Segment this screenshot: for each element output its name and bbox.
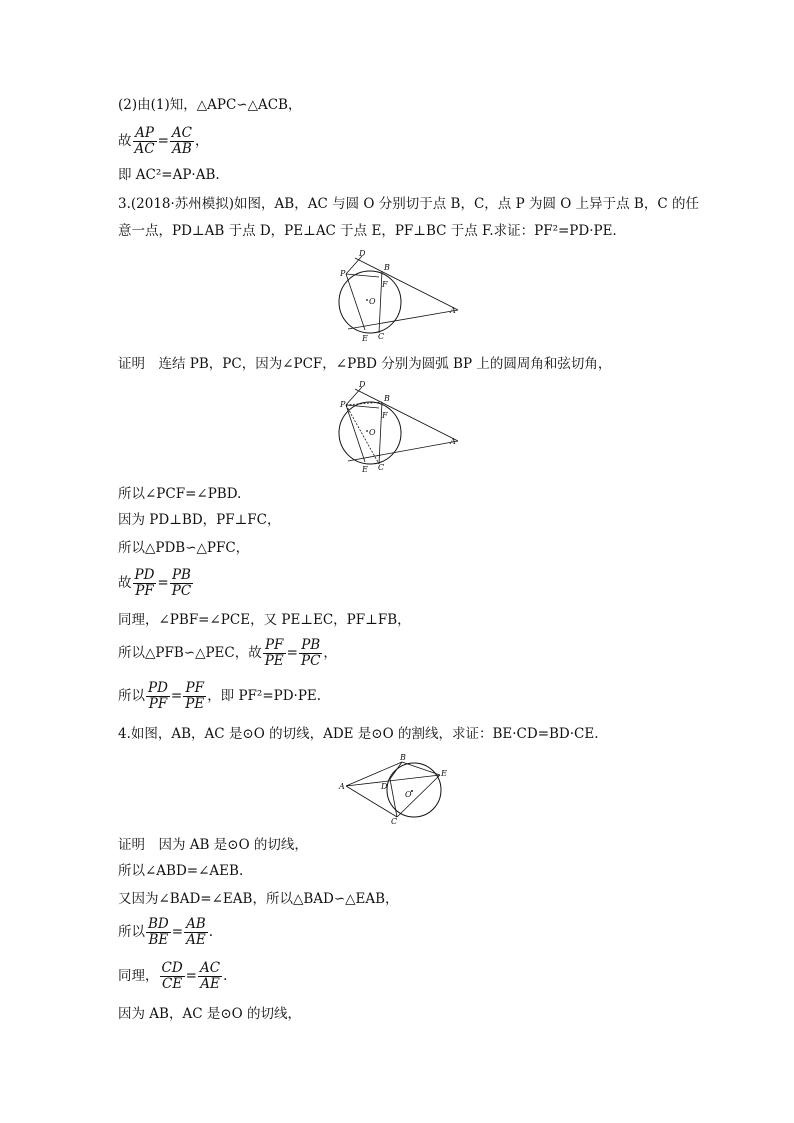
denominator: PE bbox=[185, 696, 205, 712]
proof-4-line-1: 证明 因为 AB 是⊙O 的切线， bbox=[118, 837, 308, 853]
fraction-ac-ae bbox=[198, 961, 222, 992]
label-p: P bbox=[340, 400, 346, 409]
equals-sign: = bbox=[170, 688, 183, 704]
fraction-pd-pf bbox=[133, 568, 157, 599]
denominator: AE bbox=[200, 976, 220, 992]
fraction-ap-ac bbox=[133, 126, 157, 157]
figure-problem-4 bbox=[336, 748, 456, 828]
fraction-pb-pc bbox=[170, 568, 193, 599]
numerator: PD bbox=[148, 680, 168, 696]
prefix: 同理， bbox=[118, 968, 159, 984]
label-o: O bbox=[369, 428, 376, 437]
proof-4-line-2: 所以∠ABD=∠AEB. bbox=[118, 863, 244, 879]
denominator: CE bbox=[161, 976, 183, 992]
proof-4-line-3: 又因为∠BAD=∠EAB，所以△BAD∽△EAB， bbox=[118, 891, 399, 907]
prefix: 所以 bbox=[118, 688, 145, 704]
label-c: C bbox=[378, 332, 385, 341]
fraction-cd-ce bbox=[160, 961, 185, 992]
numerator: PD bbox=[134, 567, 155, 583]
equals-sign: = bbox=[286, 645, 298, 661]
label-b: B bbox=[384, 263, 390, 272]
prefix: 故 bbox=[118, 575, 132, 591]
label-c: C bbox=[391, 817, 398, 826]
fraction-ac-ab bbox=[170, 126, 194, 157]
denominator: AE bbox=[186, 932, 206, 948]
proof-3-line-3: 因为 PD⊥BD，PF⊥FC， bbox=[118, 512, 281, 528]
fraction-ab-ae bbox=[184, 917, 208, 948]
numerator: AC bbox=[199, 960, 221, 976]
denominator: PF bbox=[135, 583, 154, 599]
equals-sign: = bbox=[157, 575, 169, 591]
problem-4-line-1: 4.如图，AB，AC 是⊙O 的切线，ADE 是⊙O 的割线，求证：BE·CD=BD·CE. bbox=[118, 726, 599, 742]
equals-sign: = bbox=[157, 133, 169, 149]
segment-pd bbox=[346, 256, 362, 274]
label-e: E bbox=[441, 769, 447, 778]
label-p: P bbox=[340, 269, 346, 278]
prefix: 所以△PFB∽△PEC，故 bbox=[118, 645, 262, 661]
equals-sign: = bbox=[171, 924, 184, 940]
numerator: AB bbox=[186, 916, 206, 932]
label-a: A bbox=[339, 782, 345, 791]
proof-3-line-1: 证明 连结 PB，PC，因为∠PCF，∠PBD 分别为圆弧 BP 上的圆周角和弦切角， bbox=[118, 356, 612, 372]
problem-3-line-2: 意一点，PD⊥AB 于点 D，PE⊥AC 于点 E，PF⊥BC 于点 F.求证：PF²=PD·PE. bbox=[118, 223, 617, 239]
numerator: PF bbox=[183, 681, 206, 697]
numerator: PB bbox=[170, 568, 193, 584]
suffix: . bbox=[223, 968, 228, 984]
label-f: F bbox=[382, 411, 388, 420]
fraction-pf-pe bbox=[263, 638, 286, 669]
figure-problem-3-proof bbox=[335, 378, 465, 476]
secant-ade bbox=[346, 775, 440, 786]
denominator: PE bbox=[264, 653, 284, 669]
label-o: O bbox=[405, 790, 412, 799]
proof-3-line-2: 所以∠PCF=∠PBD. bbox=[118, 486, 242, 502]
prefix: 故 bbox=[118, 133, 132, 149]
label-d: D bbox=[359, 249, 366, 258]
label-c: C bbox=[378, 463, 385, 472]
label-a: A bbox=[450, 306, 456, 315]
denominator: BE bbox=[148, 932, 169, 948]
tangent-ac bbox=[348, 310, 458, 329]
proof-3-line-7 bbox=[118, 638, 337, 669]
problem-3-line-1: 3.(2018·苏州模拟)如图，AB，AC 与圆 O 分别切于点 B，C，点 P 为圆 O 上异于点 B，C 的任 bbox=[118, 196, 699, 212]
label-e: E bbox=[362, 465, 368, 474]
fraction-pd-pf bbox=[146, 681, 170, 712]
suffix: ， bbox=[323, 645, 337, 661]
denominator: AB bbox=[172, 141, 192, 157]
suffix: ，即 PF²=PD·PE. bbox=[207, 688, 322, 704]
tangent-ac bbox=[348, 441, 458, 461]
proof-3-line-6: 同理，∠PBF=∠PCE，又 PE⊥EC，PF⊥FB， bbox=[118, 612, 411, 628]
text-line-2 bbox=[118, 126, 209, 157]
numerator: PF bbox=[263, 638, 286, 654]
denominator: PC bbox=[171, 583, 192, 599]
numerator: BD bbox=[148, 916, 169, 932]
proof-3-line-5 bbox=[118, 568, 194, 599]
text-line-3: 即 AC²=AP·AB. bbox=[118, 167, 220, 183]
suffix: ， bbox=[195, 133, 209, 149]
label-a: A bbox=[450, 437, 456, 446]
label-o: O bbox=[369, 297, 376, 306]
suffix: . bbox=[208, 924, 214, 940]
denominator: PC bbox=[300, 653, 321, 669]
label-b: B bbox=[400, 753, 406, 762]
numerator: PB bbox=[299, 638, 322, 654]
text-line-1: (2)由(1)知，△APC∽△ACB， bbox=[118, 97, 302, 113]
label-b: B bbox=[384, 394, 390, 403]
segment-pe bbox=[346, 274, 365, 330]
segment-pd bbox=[346, 387, 362, 405]
fraction-bd-be bbox=[146, 917, 171, 948]
equals-sign: = bbox=[185, 968, 197, 984]
proof-4-line-6: 因为 AB，AC 是⊙O 的切线， bbox=[118, 1006, 302, 1022]
denominator: PF bbox=[148, 696, 168, 712]
proof-4-line-4 bbox=[118, 917, 213, 948]
proof-3-line-4: 所以△PDB∽△PFC， bbox=[118, 540, 250, 556]
fraction-pf-pe bbox=[183, 681, 206, 712]
numerator: AC bbox=[171, 125, 192, 141]
segment-pf bbox=[346, 274, 379, 277]
numerator: AP bbox=[133, 126, 157, 142]
segment-pf bbox=[346, 405, 379, 408]
proof-4-line-5 bbox=[118, 961, 227, 992]
prefix: 所以 bbox=[118, 924, 145, 940]
figure-problem-3 bbox=[335, 248, 465, 346]
segment-dc bbox=[390, 779, 397, 817]
label-f: F bbox=[382, 280, 388, 289]
label-d: D bbox=[381, 782, 388, 791]
label-e: E bbox=[362, 334, 368, 343]
label-d: D bbox=[359, 380, 366, 389]
segment-ce bbox=[397, 775, 440, 817]
proof-3-line-8 bbox=[118, 681, 321, 712]
numerator: CD bbox=[161, 960, 183, 976]
denominator: AC bbox=[134, 141, 155, 157]
fraction-pb-pc bbox=[299, 638, 322, 669]
